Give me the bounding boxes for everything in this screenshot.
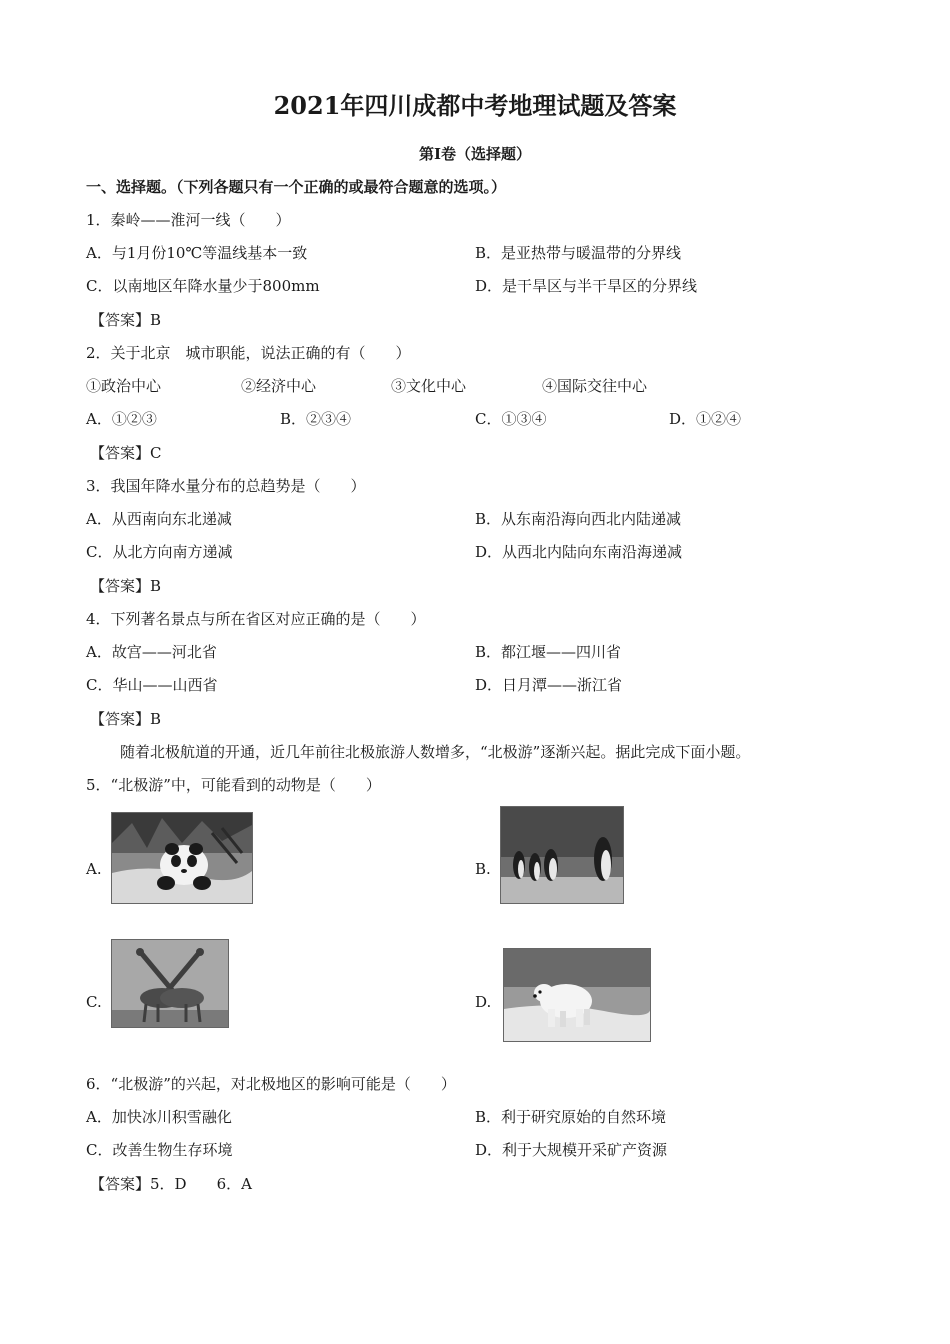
option-c: C．以南地区年降水量少于800mm (86, 277, 320, 295)
question-stem: 5．“北极游”中，可能看到的动物是（ ） (86, 776, 381, 794)
option-a: A．从西南向东北递减 (86, 510, 232, 528)
answer: 【答案】C (90, 444, 162, 462)
option-c: C．从北方向南方递减 (86, 543, 233, 561)
option-c: C．华山——山西省 (86, 676, 218, 694)
option-d: D．①②④ (669, 410, 742, 428)
question-stem: 3．我国年降水量分布的总趋势是（ ） (86, 477, 366, 495)
option-b: B．从东南沿海向西北内陆递减 (475, 510, 682, 528)
penguins-photo (500, 806, 624, 904)
question-stem: 4．下列著名景点与所在省区对应正确的是（ ） (86, 610, 426, 628)
option-b: B．是亚热带与暖温带的分界线 (475, 244, 682, 262)
panda-photo (111, 812, 253, 904)
statement-item: ①政治中心 (86, 377, 162, 395)
option-b: B．都江堰——四川省 (475, 643, 622, 661)
option-c-label: C. (86, 993, 102, 1011)
answer: 【答案】B (90, 311, 162, 329)
option-b: B．②③④ (280, 410, 352, 428)
section-heading: 一、选择题。（下列各题只有一个正确的或最符合题意的选项。） (86, 178, 507, 196)
option-d: D．利于大规模开采矿产资源 (475, 1141, 668, 1159)
statement-item: ③文化中心 (391, 377, 467, 395)
option-b-label: B. (475, 860, 491, 878)
page-subtitle: 第Ⅰ卷（选择题） (418, 145, 532, 163)
answer: 【答案】5．D 6．A (90, 1175, 252, 1193)
statement-item: ②经济中心 (241, 377, 317, 395)
polar-bear-photo (503, 948, 651, 1042)
option-d: D．从西北内陆向东南沿海递减 (475, 543, 683, 561)
statement-item: ④国际交往中心 (542, 377, 648, 395)
option-d: D．日月潭——浙江省 (475, 676, 623, 694)
answer: 【答案】B (90, 577, 162, 595)
option-a: A．与1月份10℃等温线基本一致 (86, 244, 308, 262)
giraffes-photo (111, 939, 229, 1028)
option-a: A．①②③ (86, 410, 157, 428)
question-stem: 1．秦岭——淮河一线（ ） (86, 211, 291, 229)
option-c: C．改善生物生存环境 (86, 1141, 233, 1159)
question-stem: 2．关于北京 城市职能，说法正确的有（ ） (86, 344, 411, 362)
page-title: 2021年四川成都中考地理试题及答案 (273, 91, 677, 120)
option-a: A．加快冰川积雪融化 (86, 1108, 232, 1126)
option-a-label: A. (86, 860, 102, 878)
option-d-label: D. (475, 993, 492, 1011)
option-a: A．故宫——河北省 (86, 643, 217, 661)
option-b: B．利于研究原始的自然环境 (475, 1108, 667, 1126)
answer: 【答案】B (90, 710, 162, 728)
option-c: C．①③④ (475, 410, 547, 428)
question-stem: 6．“北极游”的兴起，对北极地区的影响可能是（ ） (86, 1075, 456, 1093)
reading-passage: 随着北极航道的开通，近几年前往北极旅游人数增多，“北极游”逐渐兴起。据此完成下面小题。 (120, 743, 751, 761)
option-d: D．是干旱区与半干旱区的分界线 (475, 277, 698, 295)
